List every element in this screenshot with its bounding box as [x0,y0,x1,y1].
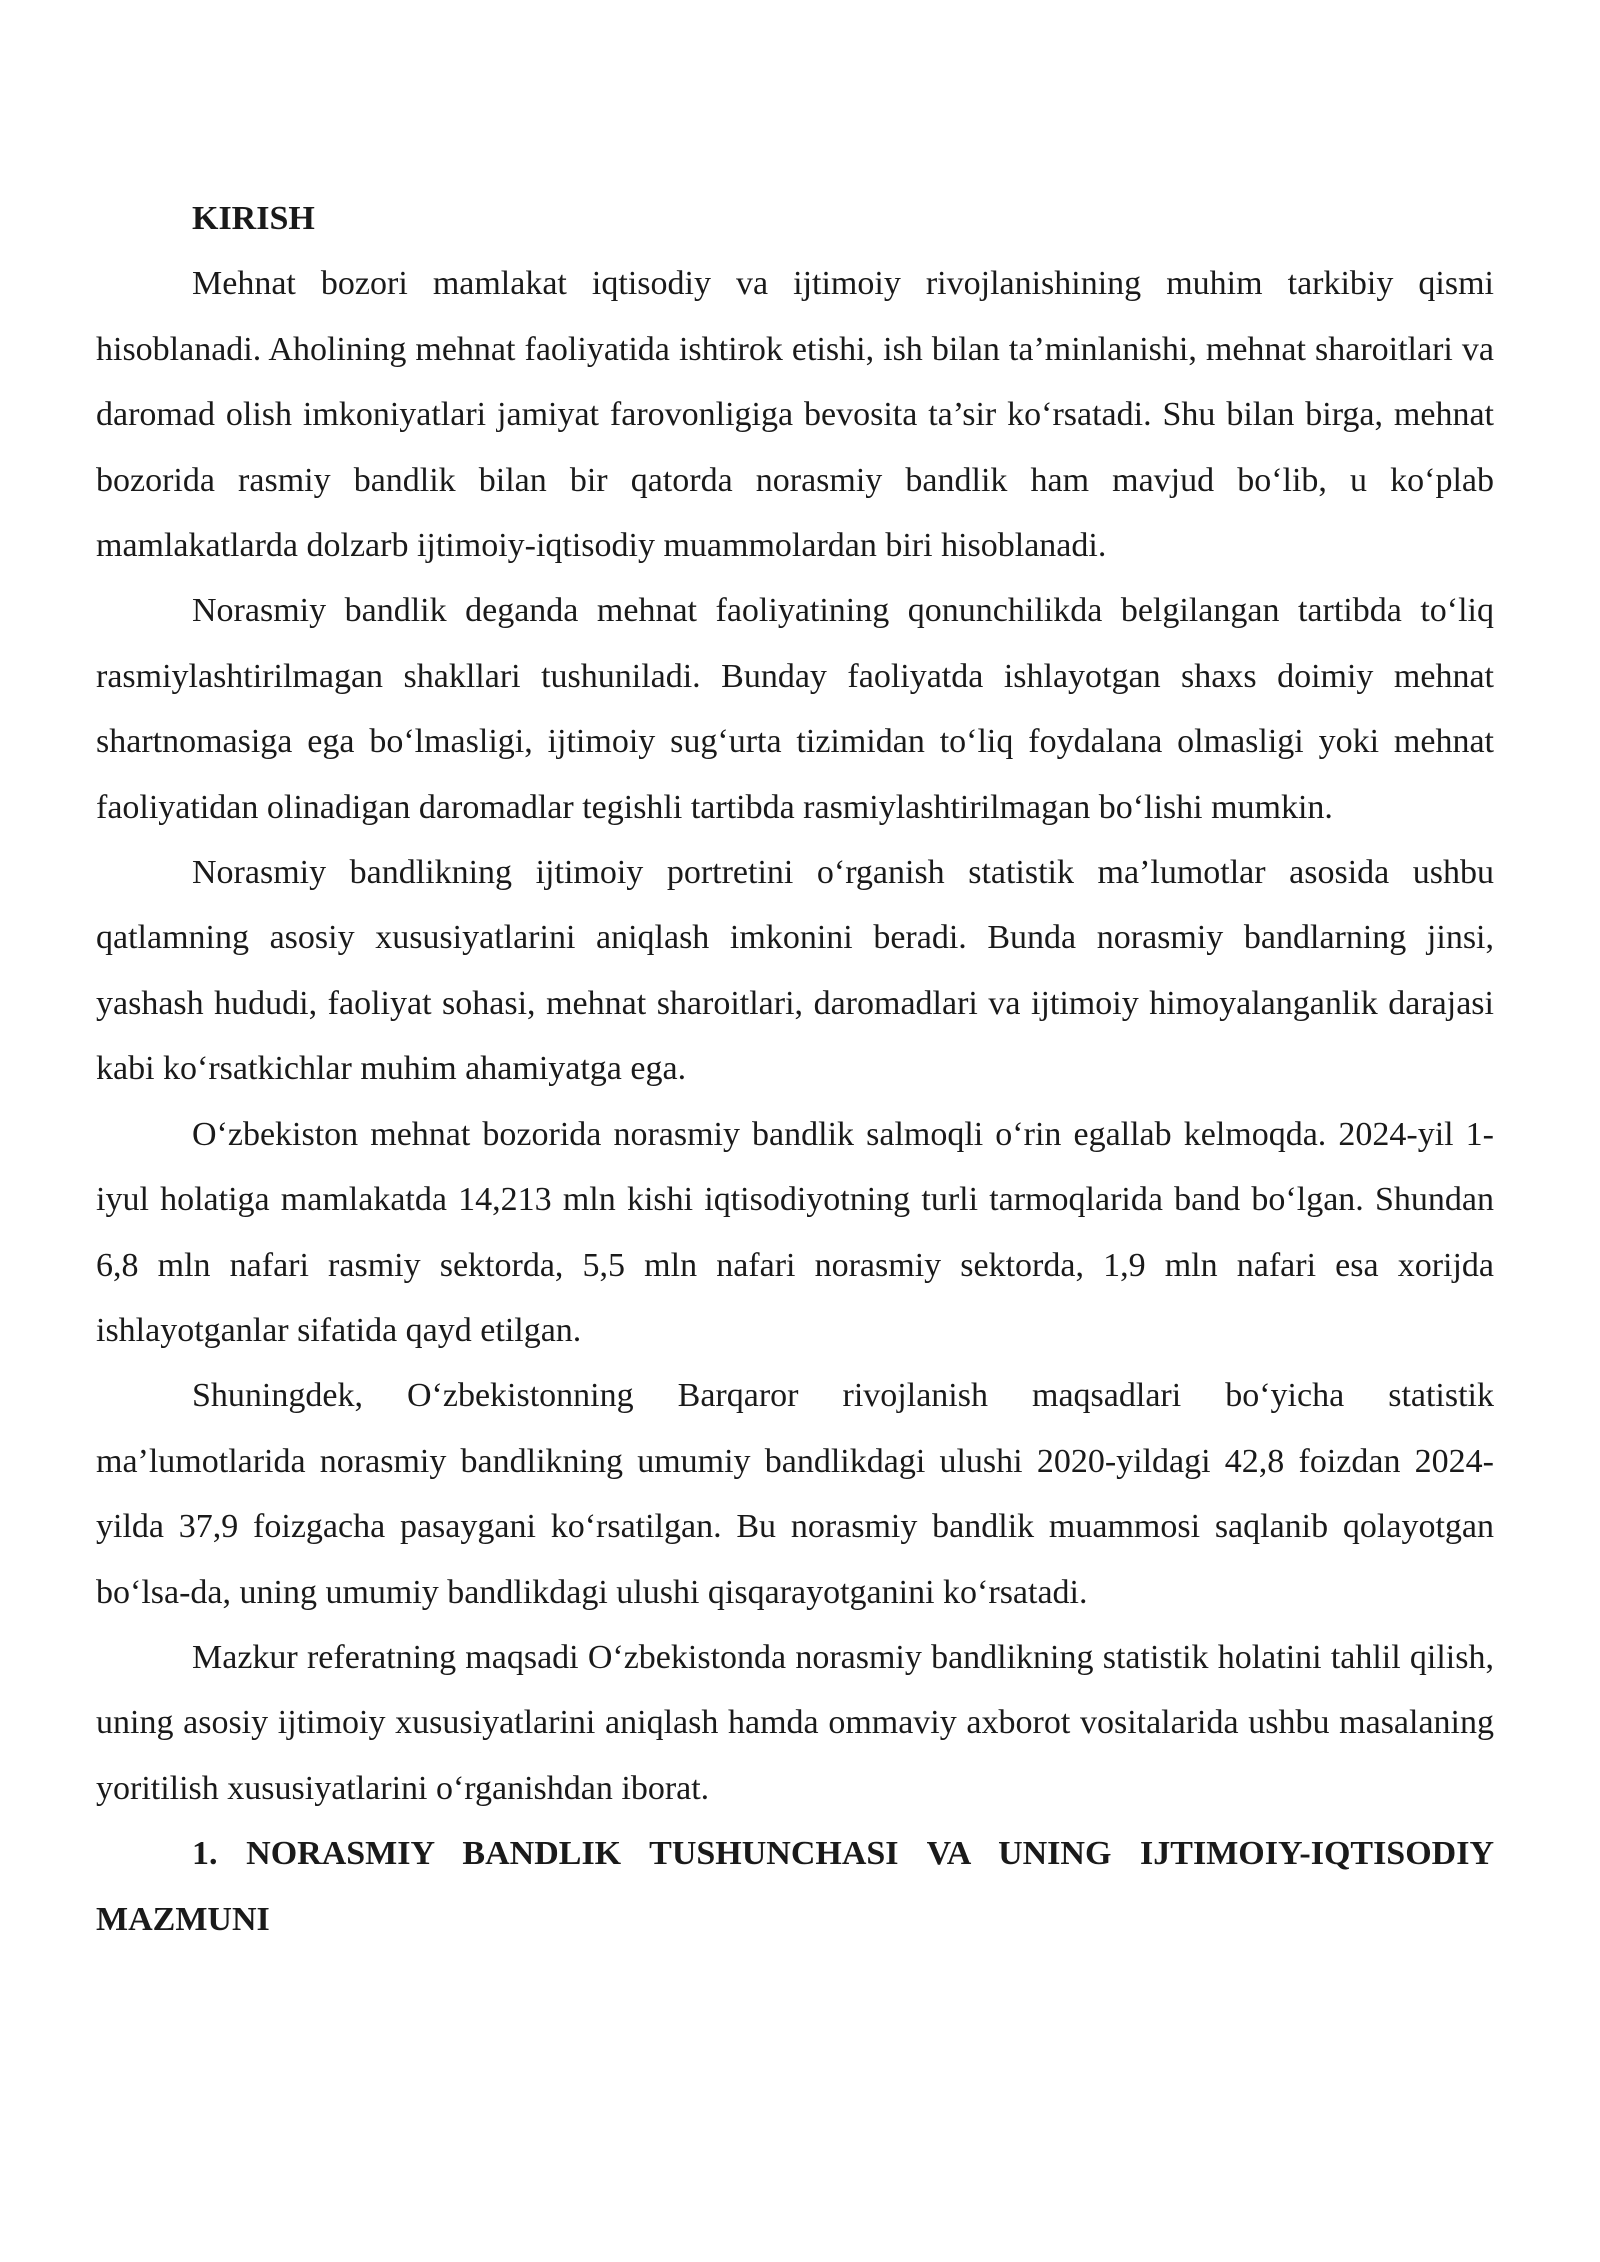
intro-heading: KIRISH [192,200,315,237]
paragraph-6: Mazkur referatning maqsadi O‘zbekistonda norasmiy bandlikning statistik holatini tahlil qilish, uning asosiy ijtimoiy xususiyatlarini aniqlash hamda ommaviy axborot vositalarida ushbu masalaning yoritilish xususiyatlarini o‘rganishdan iborat. [96,1638,1494,1807]
paragraph-4: O‘zbekiston mehnat bozorida norasmiy bandlik salmoqli o‘rin egallab kelmoqda. 2024-yil 1-iyul holatiga mamlakatda 14,213 mln kishi iqtisodiyotning turli tarmoqlarida band bo‘lgan. Shundan 6,8 mln nafari rasmiy sektorda, 5,5 mln nafari norasmiy sektorda, 1,9 mln nafari esa xorijda ishlayotganlar sifatida qayd etilgan. [96,1115,1494,1349]
section-heading: 1. NORASMIY BANDLIK TUSHUNCHASI VA UNING IJTIMOIY-IQTISODIY MAZMUNI [96,1835,1494,1938]
paragraph-3: Norasmiy bandlikning ijtimoiy portretini o‘rganish statistik ma’lumotlar asosida ushbu qatlamning asosiy xususiyatlarini aniqlash imkonini beradi. Bunda norasmiy bandlarning jinsi, yashash hududi, faoliyat sohasi, mehnat sharoitlari, daromadlari va ijtimoiy himoyalanganlik darajasi kabi ko‘rsatkichlar muhim ahamiyatga ega. [96,854,1494,1088]
paragraph-2: Norasmiy bandlik deganda mehnat faoliyatining qonunchilikda belgilangan tartibda to‘liq rasmiylashtirilmagan shakllari tushuniladi. Bunday faoliyatda ishlayotgan shaxs doimiy mehnat shartnomasiga ega bo‘lmasligi, ijtimoiy sug‘urta tizimidan to‘liq foydalana olmasligi yoki mehnat faoliyatidan olinadigan daromadlar tegishli tartibda rasmiylashtirilmagan bo‘lishi mumkin. [96,592,1494,826]
paragraph-1: Mehnat bozori mamlakat iqtisodiy va ijtimoiy rivojlanishining muhim tarkibiy qismi hisoblanadi. Aholining mehnat faoliyatida ishtirok etishi, ish bilan ta’minlanishi, mehnat sharoitlari va daromad olish imkoniyatlari jamiyat farovonligiga bevosita ta’sir ko‘rsatadi. Shu bilan birga, mehnat bozorida rasmiy bandlik bilan bir qatorda norasmiy bandlik ham mavjud bo‘lib, u ko‘plab mamlakatlarda dolzarb ijtimoiy-iqtisodiy muammolardan biri hisoblanadi. [96,265,1494,565]
document-page [96,186,1494,1952]
paragraph-5: Shuningdek, O‘zbekistonning Barqaror rivojlanish maqsadlari bo‘yicha statistik ma’lumotlarida norasmiy bandlikning umumiy bandlikdagi ulushi 2020-yildagi 42,8 foizdan 2024-yilda 37,9 foizgacha pasaygani ko‘rsatilgan. Bu norasmiy bandlik muammosi saqlanib qolayotgan bo‘lsa-da, uning umumiy bandlikdagi ulushi qisqarayotganini ko‘rsatadi. [96,1377,1494,1611]
